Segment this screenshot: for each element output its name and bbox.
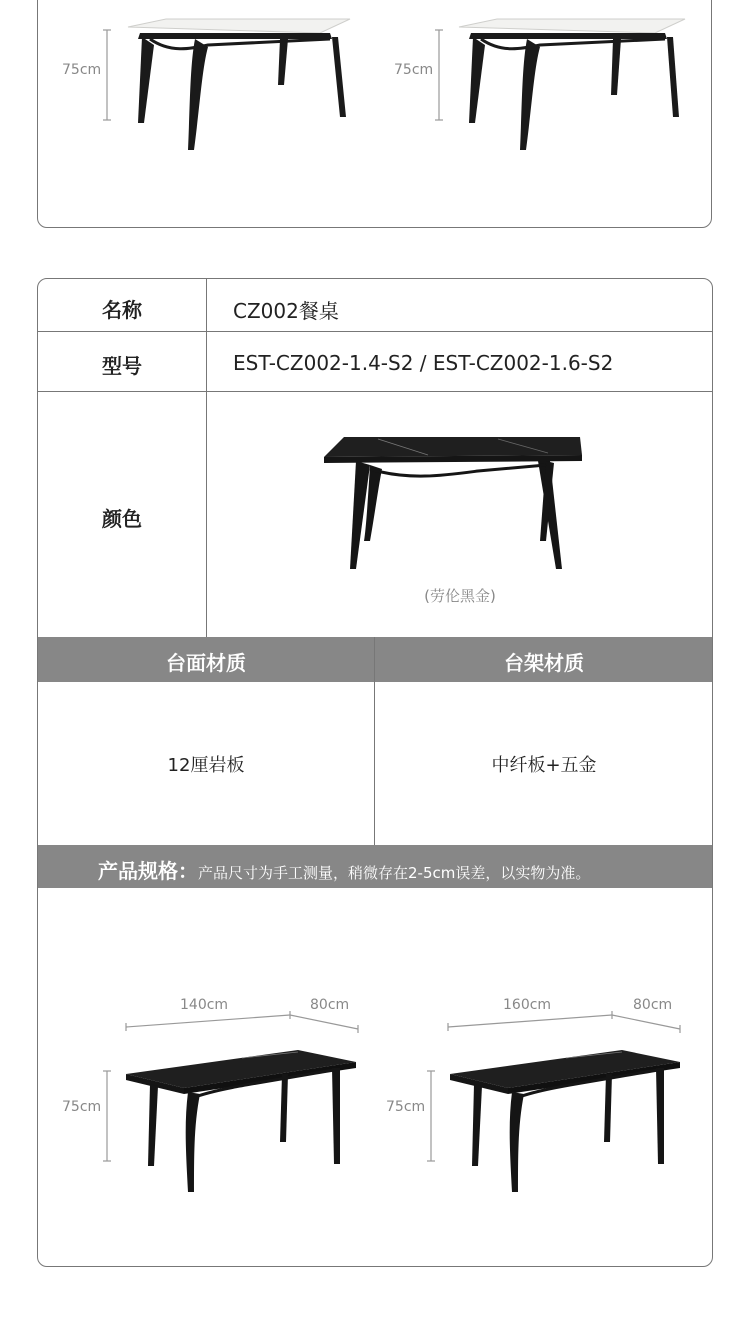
name-label: 名称 [102, 298, 142, 322]
white-table-image-right [445, 5, 695, 155]
name-value: CZ002餐桌 [233, 299, 339, 323]
frame-material-header: 台架材质 [504, 651, 584, 675]
color-caption: (劳伦黑金) [424, 587, 496, 605]
model-value: EST-CZ002-1.4-S2 / EST-CZ002-1.6-S2 [233, 351, 614, 375]
height-label-spec-right: 75cm [386, 1099, 426, 1115]
height-marker-spec-right [384, 1069, 444, 1164]
frame-material-value: 中纤板+五金 [491, 755, 597, 776]
height-label-left: 75cm [62, 62, 102, 78]
length-label-right: 160cm [503, 997, 552, 1013]
length-width-marker-right [444, 1009, 684, 1034]
black-table-image [318, 429, 588, 574]
color-label: 颜色 [102, 507, 142, 531]
height-label-right: 75cm [394, 62, 434, 78]
width-label-left: 80cm [310, 997, 350, 1013]
row-divider [38, 331, 712, 332]
model-label: 型号 [102, 354, 142, 378]
white-table-image-left [110, 5, 360, 155]
tabletop-material-header: 台面材质 [166, 651, 246, 675]
column-divider [206, 279, 207, 637]
length-label-left: 140cm [180, 997, 229, 1013]
row-divider [38, 391, 712, 392]
specs-title: 产品规格： [98, 859, 198, 883]
black-table-spec-right [446, 1044, 686, 1194]
specs-header [98, 855, 590, 884]
spec-table [37, 278, 713, 1267]
length-width-marker-left [122, 1009, 362, 1034]
width-label-right: 80cm [633, 997, 673, 1013]
tabletop-material-value: 12厘岩板 [167, 755, 245, 776]
height-label-spec-left: 75cm [62, 1099, 102, 1115]
black-table-spec-left [122, 1044, 362, 1194]
height-marker-spec-left [60, 1069, 120, 1164]
specs-note: 产品尺寸为手工测量，稍微存在2-5cm误差，以实物为准。 [198, 864, 591, 882]
